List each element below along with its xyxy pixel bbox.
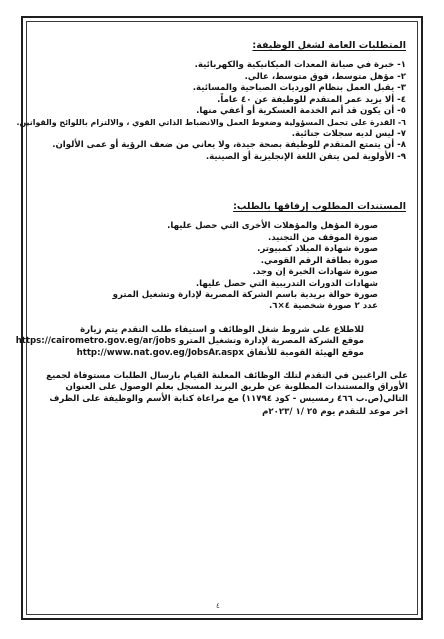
document-item: صورة المؤهل والمؤهلات الأخرى التي حصل عليها. — [167, 221, 378, 232]
page-number: ٤ — [216, 602, 220, 610]
application-instructions: على الراغبين في التقدم لتلك الوظائف المعلنة القيام بارسال الطلبات مستوفاة لجميع الأوراق والمستندات المطلوبة عن طريق البريد المسجل بعلم الوصول على العنوان التالي(ص.ب ٤٦٦ رمسيس - كود ١١٧٩٤) مع مراعاة كتابة الأسم والوظيفة على الظرف — [46, 370, 408, 404]
general-requirements-heading: المتطلبات العامة لشغل الوظيفة: — [252, 40, 406, 51]
requirement-item: ٧- ليس لديه سجلات جنائية. — [291, 128, 406, 139]
document-item: صورة شهادات الخبرة إن وجد. — [252, 267, 378, 278]
requirement-item: ٦- القدرة على تحمل المسؤولية وضغوط العمل والانضباط الذاتي القوي ، والالتزام باللوائح والقوانين. — [16, 118, 406, 128]
company-website-label: موقع الشركة المصرية لإدارة وتشغيل المترو — [178, 336, 364, 347]
links-intro: للاطلاع على شروط شغل الوظائف و استيفاء طلب التقدم يتم زيارة — [80, 324, 364, 335]
company-website-link[interactable]: https://cairometro.gov.eg/ar/jobs — [15, 336, 176, 347]
requirement-item: ٤- ألا يزيد عمر المتقدم للوظيفة عن ٤٠ عاماً. — [217, 94, 406, 105]
requirement-item: ٥- أن يكون قد أتم الخدمة العسكرية أو أعفي منها. — [196, 106, 406, 117]
required-documents-list — [30, 221, 412, 312]
closing-section — [36, 371, 412, 405]
document-item: عدد ٢ صورة شخصية ٤×٦. — [269, 301, 378, 312]
requirement-item: ٨- أن يتمتع المتقدم للوظيفة بصحة جيدة، ولا يعاني من ضعف الرؤية أو عمى الألوان. — [52, 140, 406, 151]
nat-website-link[interactable]: http://www.nat.gov.eg/JobsAr.aspx — [76, 347, 244, 358]
requirement-item: ١- خبرة في صيانة المعدات الميكانيكية والكهربائية. — [194, 60, 406, 71]
links-section — [15, 324, 412, 359]
document-item: صورة بطاقة الرقم القومي. — [260, 255, 378, 266]
requirement-item: ٣- يقبل العمل بنظام الورديات الصباحية والمسائية. — [192, 83, 406, 94]
general-requirements-list — [16, 60, 412, 163]
required-documents-heading: المستندات المطلوب إرفاقها بالطلب: — [233, 201, 406, 213]
nat-website-line — [30, 348, 364, 359]
nat-website-label: موقع الهيئة القومية للأنفاق — [246, 347, 364, 358]
requirement-item: ٩- الأولوية لمن يتقن اللغة الإنجليزية أو الصينية. — [205, 151, 406, 162]
document-item: شهادات الدورات التدريبية التي حصل عليها. — [195, 278, 378, 289]
document-item: صورة شهادة الميلاد كمبيوتر. — [257, 244, 378, 255]
document-item: صورة الموقف من التجنيد. — [267, 232, 378, 243]
requirement-item: ٢- مؤهل متوسط، فوق متوسط، عالي. — [244, 71, 406, 82]
document-body — [15, 40, 412, 419]
company-website-line — [15, 336, 364, 347]
application-deadline: اخر موعد للتقدم يوم ٢٥ /١ /٢٠٢٣م — [262, 407, 408, 418]
document-item: صورة حوالة بريدية باسم الشركة المصرية لإدارة وتشغيل المترو — [112, 289, 378, 300]
